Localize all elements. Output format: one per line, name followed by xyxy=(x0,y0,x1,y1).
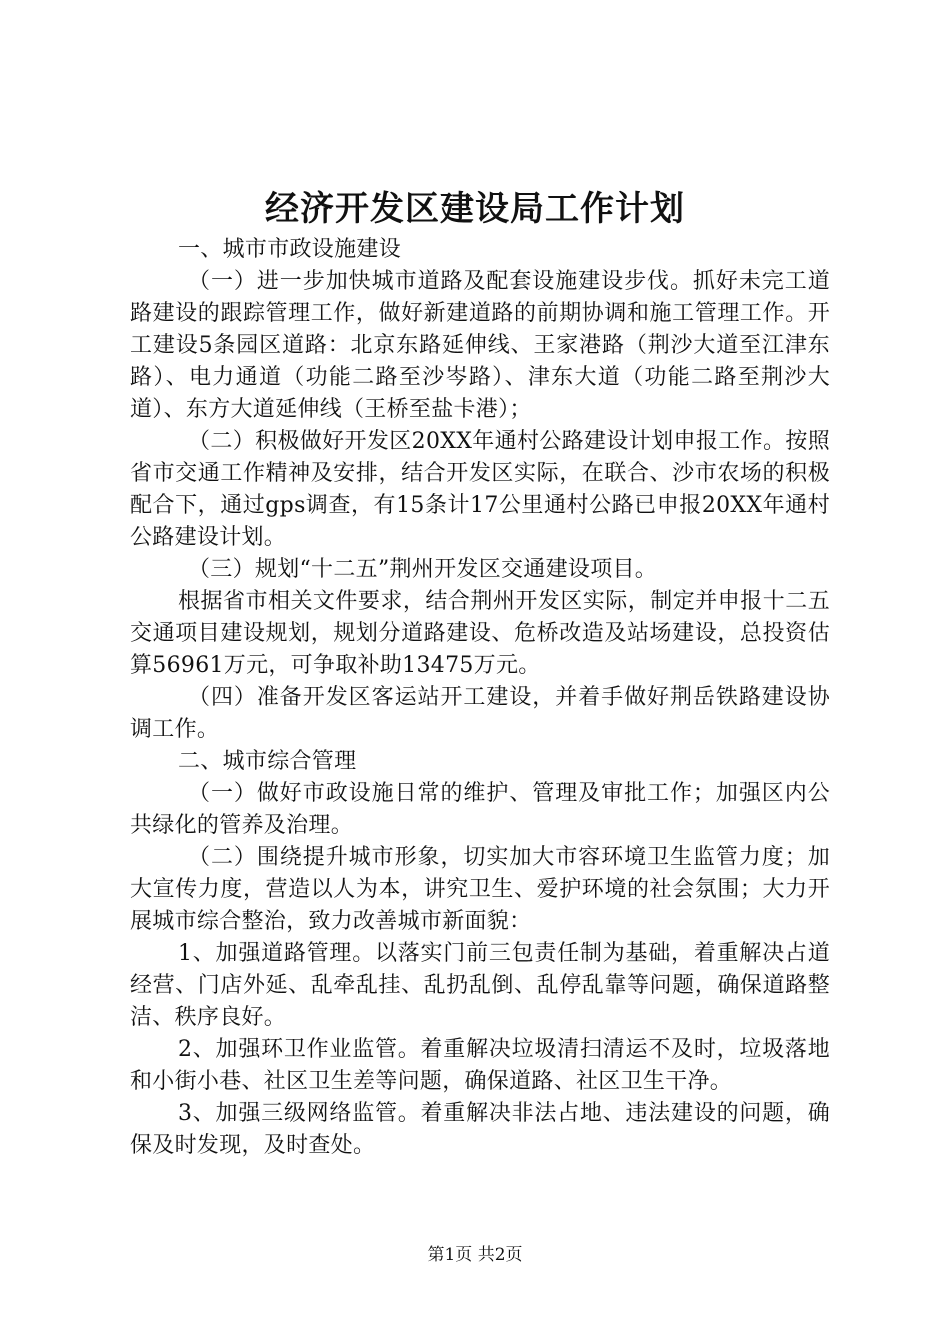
paragraph-1-3-detail: 根据省市相关文件要求，结合荆州开发区实际，制定并申报十二五交通项目建设规划，规划分道路建设、危桥改造及站场建设，总投资估算56961万元，可争取补助13475万元。 xyxy=(130,589,830,678)
paragraph-1-3: （三）规划“十二五”荆州开发区交通建设项目。 xyxy=(188,557,658,582)
page-footer: 第1页 共2页 xyxy=(427,1245,523,1265)
paragraph-1-4: （四）准备开发区客运站开工建设，并着手做好荆岳铁路建设协调工作。 xyxy=(130,685,830,742)
document-body xyxy=(130,234,830,1162)
list-item-1: 1、加强道路管理。以落实门前三包责任制为基础，着重解决占道经营、门店外延、乱牵乱挂、乱扔乱倒、乱停乱靠等问题，确保道路整洁、秩序良好。 xyxy=(130,941,830,1030)
section-heading-1: 一、城市市政设施建设 xyxy=(178,237,402,262)
paragraph-1-2: （二）积极做好开发区20XX年通村公路建设计划申报工作。按照省市交通工作精神及安排，结合开发区实际，在联合、沙市农场的积极配合下，通过gps调查，有15条计17公里通村公路已申报20XX年通村公路建设计划。 xyxy=(130,429,830,550)
paragraph-2-2: （二）围绕提升城市形象，切实加大市容环境卫生监管力度；加大宣传力度，营造以人为本，讲究卫生、爱护环境的社会氛围；大力开展城市综合整治，致力改善城市新面貌： xyxy=(130,845,830,934)
section-heading-2: 二、城市综合管理 xyxy=(178,749,357,774)
paragraph-1-1: （一）进一步加快城市道路及配套设施建设步伐。抓好未完工道路建设的跟踪管理工作，做好新建道路的前期协调和施工管理工作。开工建设5条园区道路：北京东路延伸线、王家港路（荆沙大道至江津东路）、电力通道（功能二路至沙岑路）、津东大道（功能二路至荆沙大道）、东方大道延伸线（王桥至盐卡港）； xyxy=(130,269,830,422)
paragraph-2-1: （一）做好市政设施日常的维护、管理及审批工作；加强区内公共绿化的管养及治理。 xyxy=(130,781,830,838)
document-title: 经济开发区建设局工作计划 xyxy=(265,189,685,229)
list-item-2: 2、加强环卫作业监管。着重解决垃圾清扫清运不及时，垃圾落地和小街小巷、社区卫生差等问题，确保道路、社区卫生干净。 xyxy=(130,1037,830,1094)
list-item-3: 3、加强三级网络监管。着重解决非法占地、违法建设的问题，确保及时发现，及时查处。 xyxy=(130,1101,830,1158)
